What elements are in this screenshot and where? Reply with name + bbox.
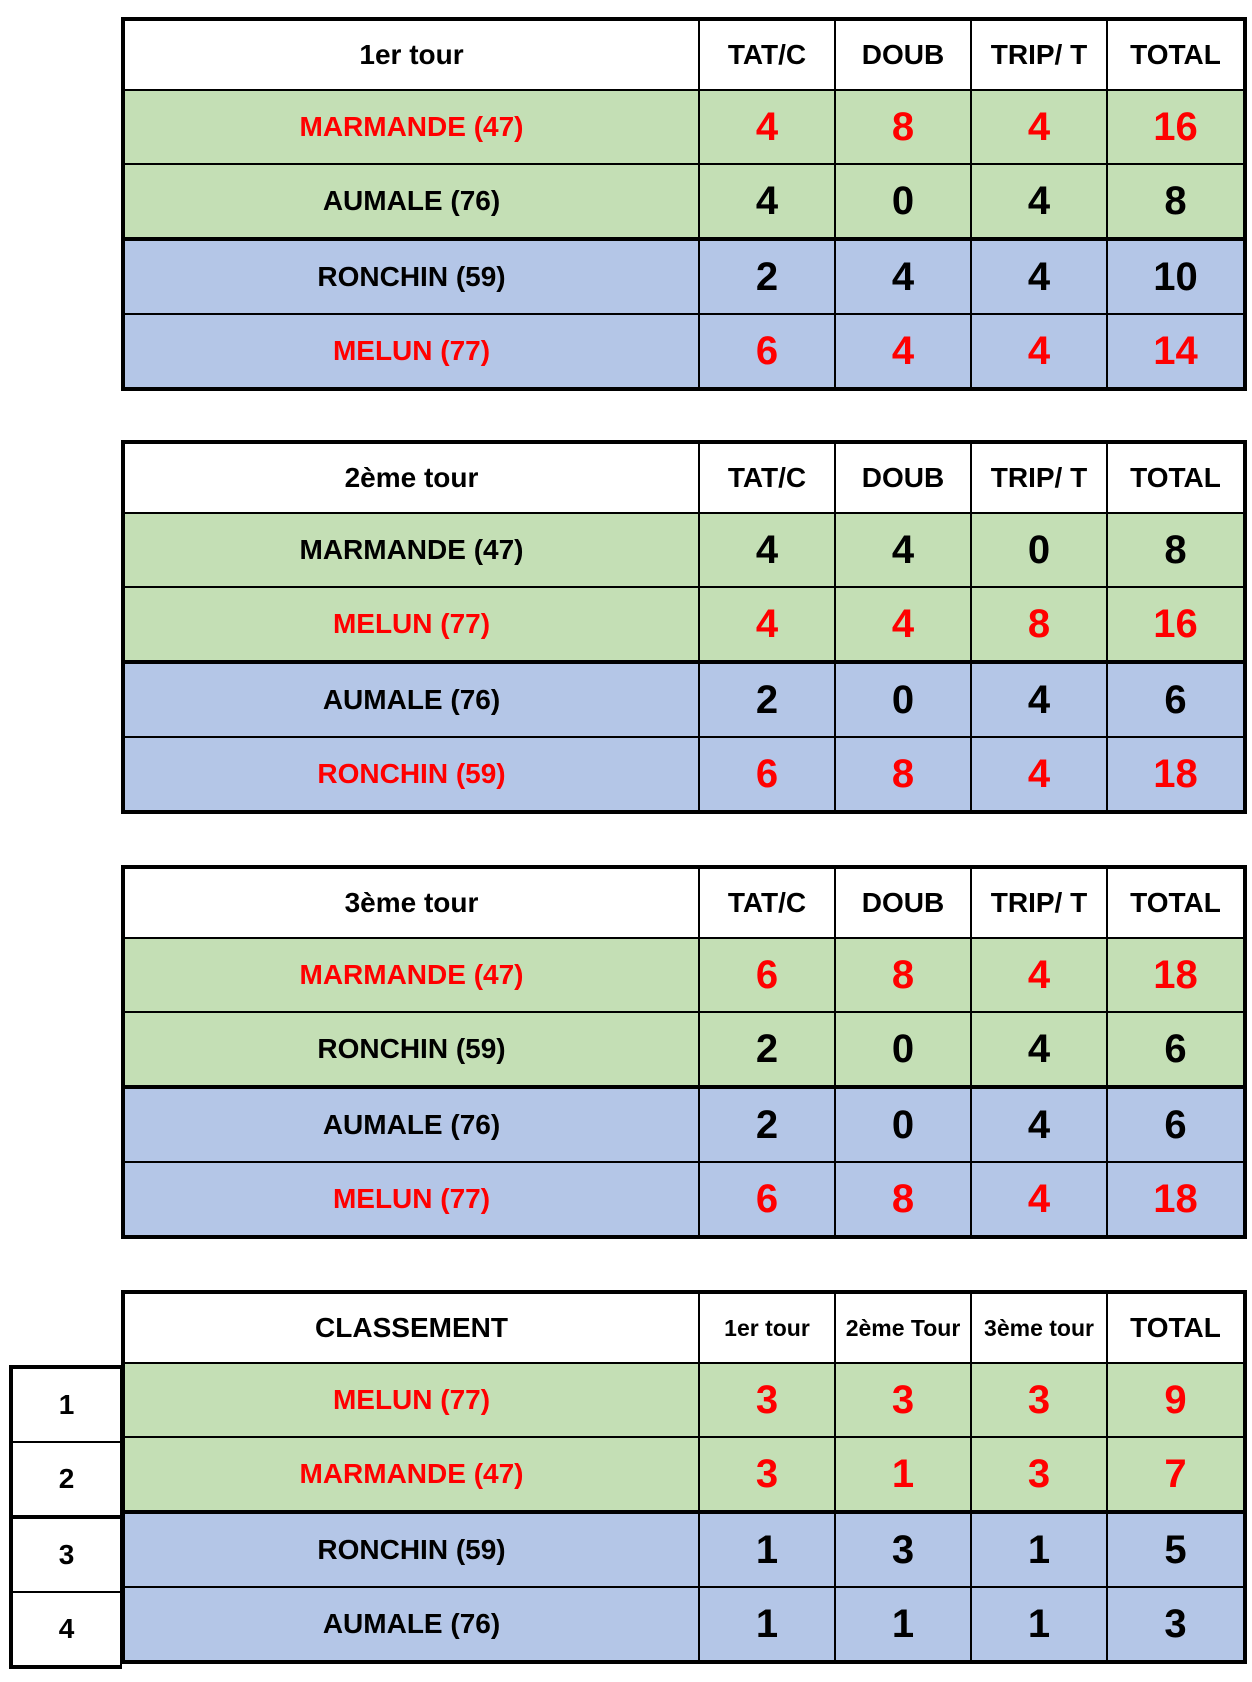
table-row — [123, 90, 1245, 164]
team-name: AUMALE (76) — [123, 1587, 699, 1662]
column-header: 2ème Tour — [835, 1292, 971, 1363]
table-row — [123, 239, 1245, 314]
rank-points-cell: 3 — [835, 1363, 971, 1437]
rank-points-cell: 3 — [699, 1437, 835, 1512]
rank-points-cell: 3 — [699, 1363, 835, 1437]
table-row — [123, 314, 1245, 389]
total-cell: 5 — [1107, 1512, 1245, 1587]
score-cell: 2 — [699, 662, 835, 737]
score-cell: 4 — [971, 1162, 1107, 1237]
table-row — [123, 587, 1245, 662]
table-row — [123, 1363, 1245, 1437]
score-cell: 4 — [699, 513, 835, 587]
table-row — [123, 1162, 1245, 1237]
score-cell: 2 — [699, 239, 835, 314]
score-cell: 4 — [971, 164, 1107, 239]
ranking-table — [121, 1290, 1247, 1664]
score-cell: 8 — [835, 1162, 971, 1237]
rank-points-cell: 1 — [971, 1512, 1107, 1587]
team-name: MARMANDE (47) — [123, 90, 699, 164]
total-cell: 6 — [1107, 1087, 1245, 1162]
rank-row — [11, 1517, 121, 1592]
score-cell: 0 — [971, 513, 1107, 587]
score-cell: 6 — [699, 737, 835, 812]
score-cell: 8 — [835, 938, 971, 1012]
total-cell: 9 — [1107, 1363, 1245, 1437]
table-row — [123, 1087, 1245, 1162]
table-header — [123, 867, 1245, 938]
team-name: AUMALE (76) — [123, 164, 699, 239]
score-cell: 0 — [835, 662, 971, 737]
column-header: TRIP/ T — [971, 19, 1107, 90]
table-row — [123, 1437, 1245, 1512]
table-row — [123, 1512, 1245, 1587]
round-title: 2ème tour — [123, 442, 699, 513]
team-name: AUMALE (76) — [123, 1087, 699, 1162]
table-row — [123, 164, 1245, 239]
score-cell: 4 — [971, 239, 1107, 314]
score-cell: 2 — [699, 1087, 835, 1162]
total-cell: 16 — [1107, 587, 1245, 662]
total-cell: 3 — [1107, 1587, 1245, 1662]
team-name: MARMANDE (47) — [123, 1437, 699, 1512]
rank-number: 2 — [11, 1442, 121, 1517]
score-cell: 4 — [971, 314, 1107, 389]
score-cell: 4 — [699, 164, 835, 239]
team-name: RONCHIN (59) — [123, 737, 699, 812]
rank-points-cell: 1 — [835, 1437, 971, 1512]
rank-number: 3 — [11, 1517, 121, 1592]
rank-points-cell: 3 — [971, 1437, 1107, 1512]
score-cell: 4 — [971, 1012, 1107, 1087]
round-title: 3ème tour — [123, 867, 699, 938]
table-header — [123, 442, 1245, 513]
rank-row — [11, 1367, 121, 1442]
column-header: DOUB — [835, 19, 971, 90]
score-cell: 2 — [699, 1012, 835, 1087]
total-cell: 8 — [1107, 164, 1245, 239]
score-cell: 4 — [699, 90, 835, 164]
score-cell: 4 — [699, 587, 835, 662]
team-name: RONCHIN (59) — [123, 1512, 699, 1587]
total-cell: 18 — [1107, 1162, 1245, 1237]
score-cell: 4 — [971, 1087, 1107, 1162]
team-name: MARMANDE (47) — [123, 938, 699, 1012]
rank-row — [11, 1592, 121, 1667]
team-name: MELUN (77) — [123, 1363, 699, 1437]
column-header: DOUB — [835, 867, 971, 938]
team-name: MELUN (77) — [123, 1162, 699, 1237]
rank-column — [9, 1365, 122, 1669]
total-cell: 14 — [1107, 314, 1245, 389]
score-cell: 0 — [835, 1012, 971, 1087]
table-header — [123, 19, 1245, 90]
total-cell: 7 — [1107, 1437, 1245, 1512]
column-header: TOTAL — [1107, 867, 1245, 938]
column-header: TOTAL — [1107, 442, 1245, 513]
column-header: 3ème tour — [971, 1292, 1107, 1363]
round-title: 1er tour — [123, 19, 699, 90]
table-row — [123, 1012, 1245, 1087]
column-header: TAT/C — [699, 442, 835, 513]
table-row — [123, 737, 1245, 812]
total-cell: 18 — [1107, 737, 1245, 812]
team-name: RONCHIN (59) — [123, 239, 699, 314]
round-3-table — [121, 865, 1247, 1239]
team-name: AUMALE (76) — [123, 662, 699, 737]
total-cell: 8 — [1107, 513, 1245, 587]
score-cell: 6 — [699, 314, 835, 389]
score-cell: 6 — [699, 1162, 835, 1237]
team-name: RONCHIN (59) — [123, 1012, 699, 1087]
score-cell: 4 — [835, 587, 971, 662]
rank-number: 1 — [11, 1367, 121, 1442]
column-header: 1er tour — [699, 1292, 835, 1363]
total-cell: 10 — [1107, 239, 1245, 314]
score-cell: 6 — [699, 938, 835, 1012]
total-cell: 6 — [1107, 1012, 1245, 1087]
table-row — [123, 1587, 1245, 1662]
total-cell: 6 — [1107, 662, 1245, 737]
rank-points-cell: 1 — [971, 1587, 1107, 1662]
team-name: MELUN (77) — [123, 587, 699, 662]
rank-points-cell: 1 — [699, 1512, 835, 1587]
total-cell: 16 — [1107, 90, 1245, 164]
rank-points-cell: 3 — [971, 1363, 1107, 1437]
score-cell: 4 — [835, 239, 971, 314]
team-name: MELUN (77) — [123, 314, 699, 389]
score-cell: 8 — [835, 737, 971, 812]
rank-points-cell: 1 — [835, 1587, 971, 1662]
table-row — [123, 938, 1245, 1012]
score-cell: 4 — [971, 90, 1107, 164]
column-header: TRIP/ T — [971, 867, 1107, 938]
ranking-title: CLASSEMENT — [123, 1292, 699, 1363]
column-header: TAT/C — [699, 867, 835, 938]
round-2-table — [121, 440, 1247, 814]
score-cell: 8 — [971, 587, 1107, 662]
score-cell: 4 — [971, 737, 1107, 812]
column-header: TAT/C — [699, 19, 835, 90]
score-cell: 0 — [835, 164, 971, 239]
rank-number: 4 — [11, 1592, 121, 1667]
table-row — [123, 662, 1245, 737]
column-header: TRIP/ T — [971, 442, 1107, 513]
column-header: TOTAL — [1107, 19, 1245, 90]
table-header — [123, 1292, 1245, 1363]
score-cell: 4 — [971, 662, 1107, 737]
score-cell: 4 — [971, 938, 1107, 1012]
score-cell: 4 — [835, 513, 971, 587]
score-cell: 8 — [835, 90, 971, 164]
column-header: TOTAL — [1107, 1292, 1245, 1363]
rank-points-cell: 1 — [699, 1587, 835, 1662]
score-cell: 4 — [835, 314, 971, 389]
column-header: DOUB — [835, 442, 971, 513]
table-row — [123, 513, 1245, 587]
score-cell: 0 — [835, 1087, 971, 1162]
rank-row — [11, 1442, 121, 1517]
rank-points-cell: 3 — [835, 1512, 971, 1587]
round-1-table — [121, 17, 1247, 391]
total-cell: 18 — [1107, 938, 1245, 1012]
team-name: MARMANDE (47) — [123, 513, 699, 587]
